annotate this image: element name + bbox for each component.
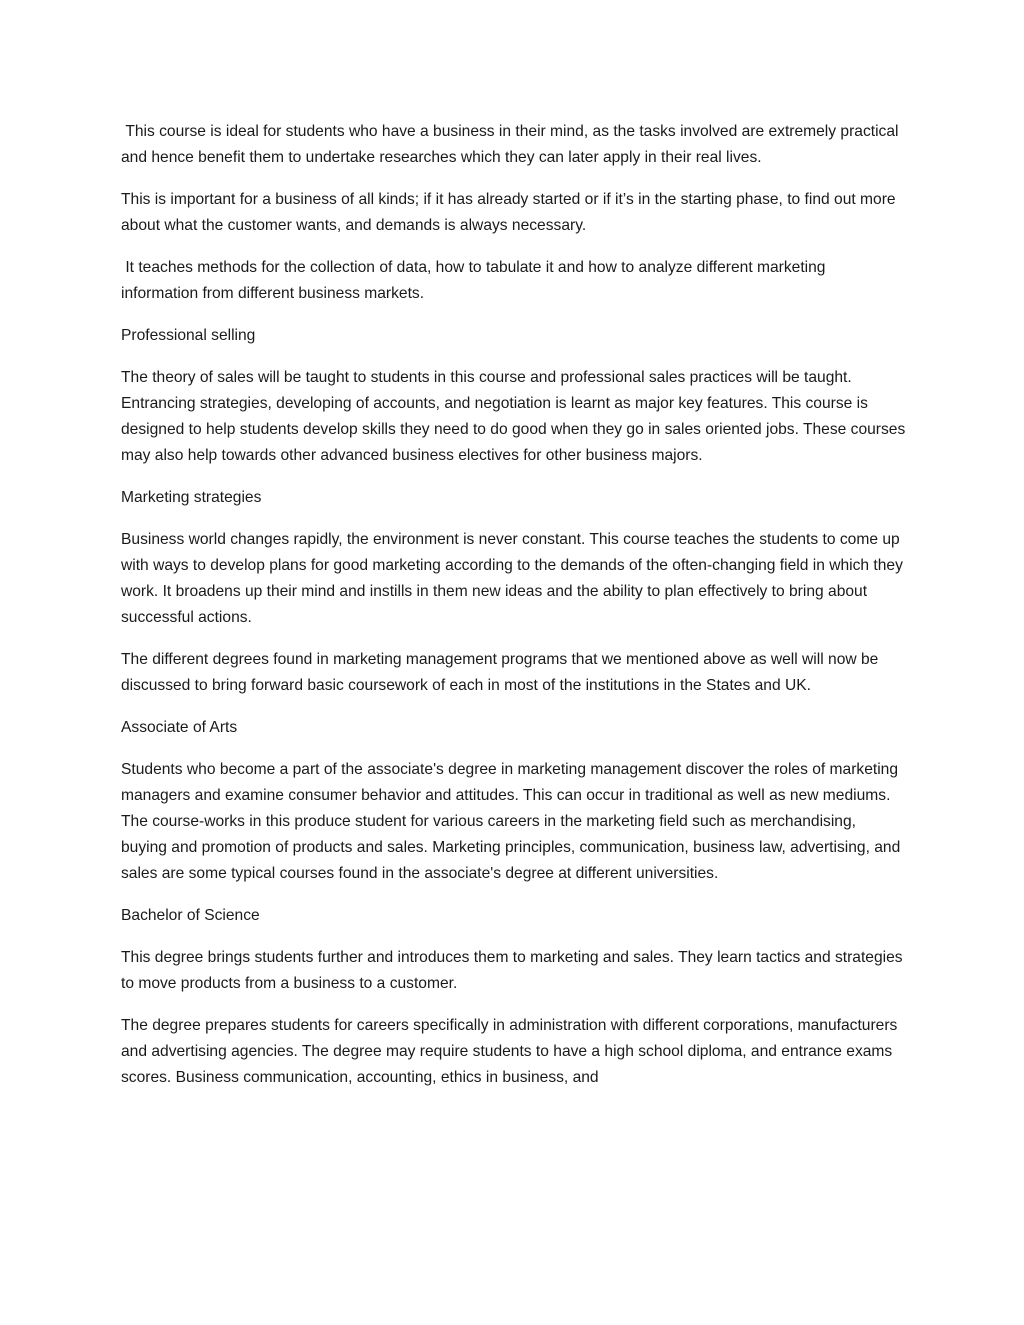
paragraph-degree-prepares: The degree prepares students for careers specifically in administration with different corporations, manufacturers and advertising agencies. The degree may require students to have a high school diploma, and entrance exams scores. Business communication, accounting, ethics in business, and [121,1017,902,1086]
heading-marketing-strategies: Marketing strategies [121,489,262,506]
heading-professional-selling: Professional selling [121,327,256,344]
paragraph-course-ideal: This course is ideal for students who have a business in their mind, as the tasks involved are extremely practical and hence benefit them to undertake researches which they can later apply in their real lives. [121,123,903,166]
document-page [121,119,910,1107]
paragraph-business-importance: This is important for a business of all kinds; if it has already started or if it’s in the starting phase, to find out more about what the customer wants, and demands is always necessary. [121,191,900,234]
heading-bachelor-of-science: Bachelor of Science [121,907,260,924]
paragraph-different-degrees: The different degrees found in marketing management programs that we mentioned above as well will now be discussed to bring forward basic coursework of each in most of the institutions in the States and UK. [121,651,883,694]
paragraph-data-methods: It teaches methods for the collection of data, how to tabulate it and how to analyze different marketing information from different business markets. [121,259,830,302]
paragraph-associate-degree: Students who become a part of the associate's degree in marketing management discover the roles of marketing managers and examine consumer behavior and attitudes. This can occur in traditional as well as new mediums. The course-works in this produce student for various careers in the marketing field such as merchandising, buying and promotion of products and sales. Marketing principles, communication, business law, advertising, and sales are some typical courses found in the associate's degree at different universities. [121,761,905,882]
paragraph-theory-of-sales: The theory of sales will be taught to students in this course and professional sales practices will be taught. Entrancing strategies, developing of accounts, and negotiation is learnt as major key features. This course is designed to help students develop skills they need to do good when they go in sales oriented jobs. These courses may also help towards other advanced business electives for other business majors. [121,369,910,464]
paragraph-business-world: Business world changes rapidly, the environment is never constant. This course teaches the students to come up with ways to develop plans for good marketing according to the demands of the often-changing field in which they work. It broadens up their mind and instills in them new ideas and the ability to plan effectively to bring about successful actions. [121,531,908,626]
heading-associate-of-arts: Associate of Arts [121,719,238,736]
paragraph-bachelor-intro: This degree brings students further and introduces them to marketing and sales. They learn tactics and strategies to move products from a business to a customer. [121,949,907,992]
